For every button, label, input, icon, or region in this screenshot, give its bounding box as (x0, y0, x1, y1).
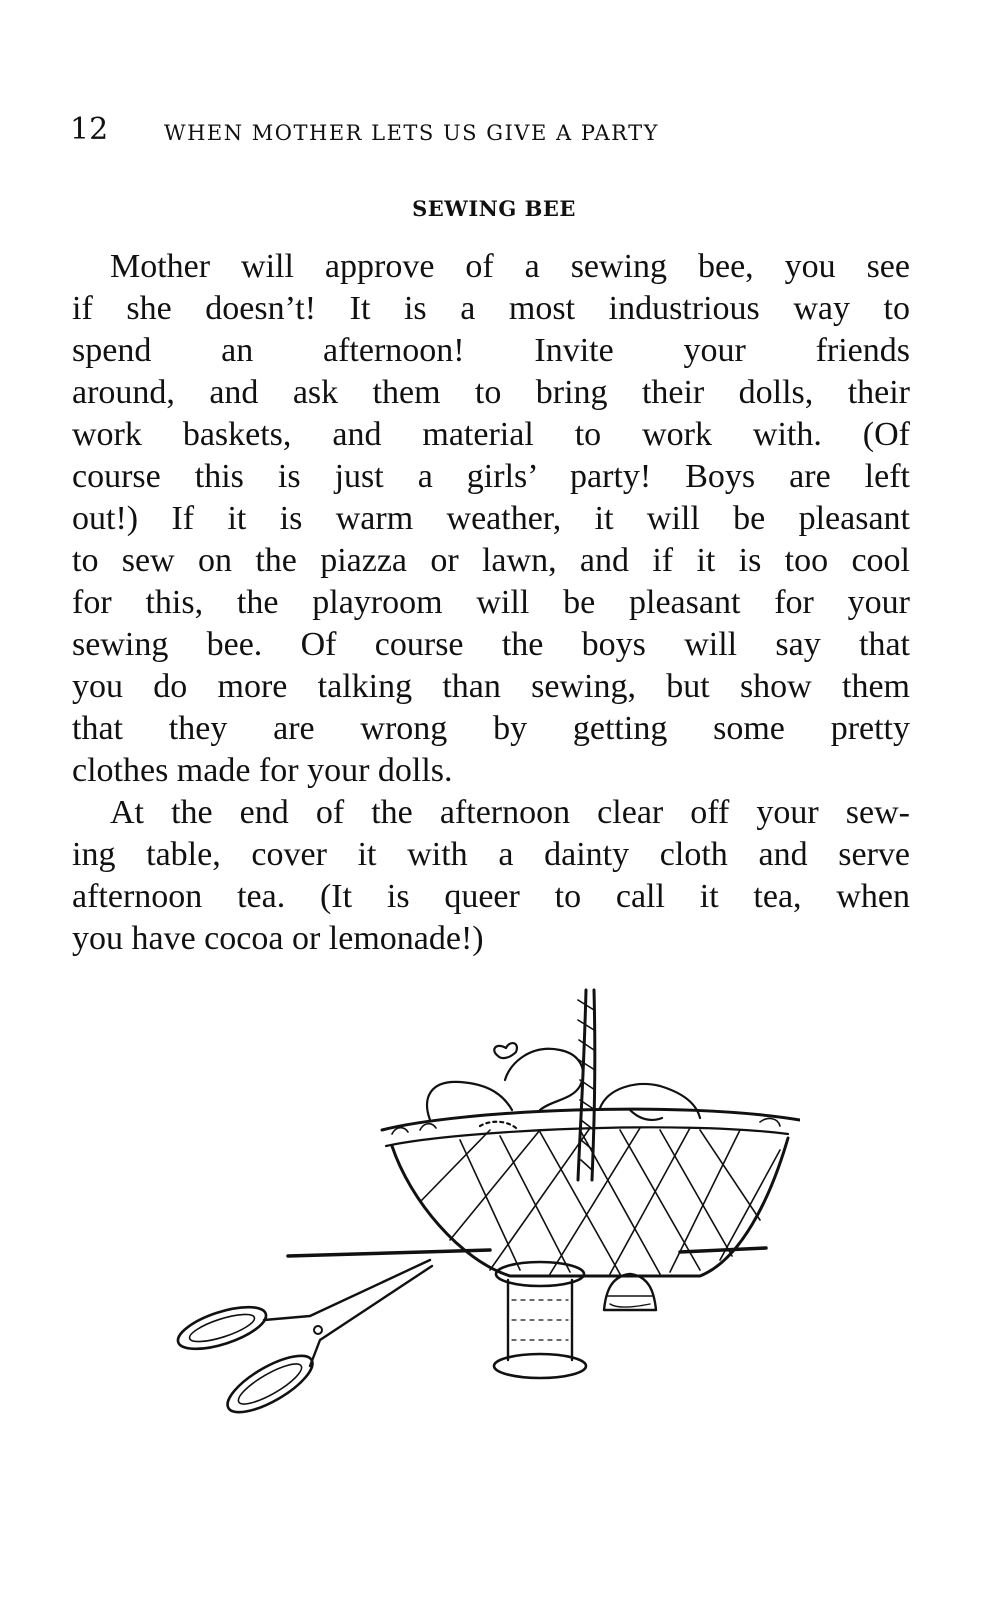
paragraph (72, 792, 910, 960)
text-line: you do more talking than sewing, but show them (72, 668, 910, 705)
text-line: you have cocoa or lemonade!) (72, 920, 484, 957)
text-line: out!) If it is warm weather, it will be pleasant (72, 500, 910, 537)
sewing-basket-illustration (160, 970, 800, 1420)
text-line: work baskets, and material to work with. (Of (72, 416, 910, 453)
text-line: ing table, cover it with a dainty cloth and serve (72, 836, 910, 873)
text-line: clothes made for your dolls. (72, 752, 453, 789)
page-number: 12 (70, 112, 109, 147)
scissors (173, 1260, 432, 1420)
running-head (70, 112, 830, 152)
paragraph (72, 246, 910, 792)
text-line: course this is just a girls’ party! Boys are left (72, 458, 910, 495)
thread-spool (494, 1262, 586, 1378)
text-line: afternoon tea. (It is queer to call it tea, when (72, 878, 910, 915)
text-line: to sew on the piazza or lawn, and if it is too cool (72, 542, 910, 579)
text-line: that they are wrong by getting some pretty (72, 710, 910, 747)
text-line: for this, the playroom will be pleasant for your (72, 584, 910, 621)
body-text (72, 246, 910, 960)
text-line: sewing bee. Of course the boys will say that (72, 626, 910, 663)
text-line: Mother will approve of a sewing bee, you see (110, 248, 910, 285)
text-line: if she doesn’t! It is a most industrious way to (72, 290, 910, 327)
running-title: WHEN MOTHER LETS US GIVE A PARTY (164, 121, 659, 145)
table-edge (288, 1248, 766, 1256)
text-line: At the end of the afternoon clear off your sew- (110, 794, 910, 831)
thimble (604, 1274, 656, 1310)
text-line: spend an afternoon! Invite your friends (72, 332, 910, 369)
section-heading: SEWING BEE (412, 196, 576, 221)
text-line: around, and ask them to bring their dolls, their (72, 374, 910, 411)
